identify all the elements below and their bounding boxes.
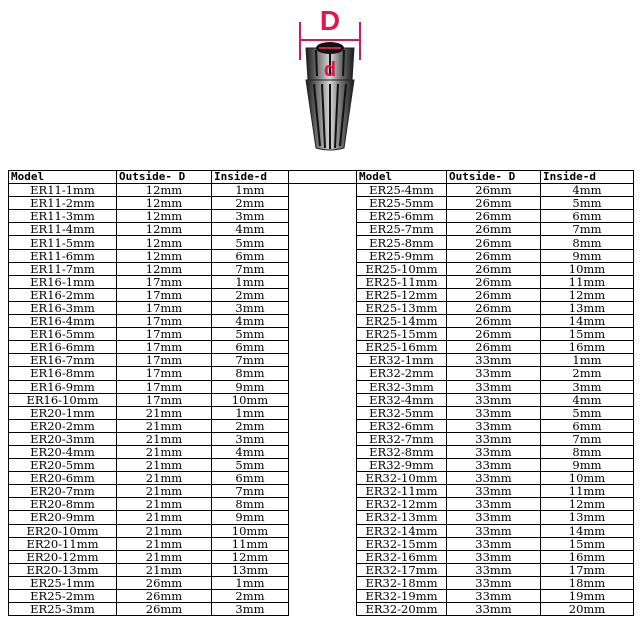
model-cell: ER25-3mm: [9, 603, 117, 616]
outside-d-cell: 21mm: [117, 537, 212, 550]
inside-d-cell: 8mm: [212, 367, 289, 380]
outside-d-cell: 33mm: [447, 524, 541, 537]
inside-d-cell: 9mm: [541, 459, 634, 472]
table-row: [9, 210, 634, 223]
outside-d-cell: 33mm: [447, 563, 541, 576]
model-cell: ER25-9mm: [357, 249, 447, 262]
inside-d-cell: 3mm: [212, 210, 289, 223]
table-row: [9, 262, 634, 275]
model-cell: ER32-3mm: [357, 380, 447, 393]
table-row: [9, 223, 634, 236]
outside-d-cell: 33mm: [447, 537, 541, 550]
inside-d-cell: 15mm: [541, 537, 634, 550]
model-cell: ER25-5mm: [357, 197, 447, 210]
outside-d-cell: 26mm: [447, 249, 541, 262]
model-cell: ER25-16mm: [357, 341, 447, 354]
inside-d-cell: 3mm: [212, 301, 289, 314]
inside-d-cell: 6mm: [212, 249, 289, 262]
outside-d-cell: 17mm: [117, 380, 212, 393]
column-gap: [289, 367, 357, 380]
column-gap: [289, 275, 357, 288]
table-row: [9, 367, 634, 380]
outside-d-cell: 33mm: [447, 550, 541, 563]
model-cell: ER20-8mm: [9, 498, 117, 511]
outside-d-cell: 21mm: [117, 459, 212, 472]
table-row: [9, 419, 634, 432]
model-cell: ER25-15mm: [357, 328, 447, 341]
inside-d-cell: 17mm: [541, 563, 634, 576]
model-cell: ER20-13mm: [9, 563, 117, 576]
outside-d-cell: 33mm: [447, 380, 541, 393]
inside-d-cell: 10mm: [541, 262, 634, 275]
table-row: [9, 354, 634, 367]
inside-d-cell: 1mm: [212, 576, 289, 589]
column-gap: [289, 511, 357, 524]
outside-d-cell: 21mm: [117, 406, 212, 419]
outside-d-cell: 26mm: [447, 223, 541, 236]
outside-d-cell: 17mm: [117, 301, 212, 314]
header-inside-d: Inside-d: [541, 171, 634, 184]
outside-d-cell: 33mm: [447, 393, 541, 406]
table-row: [9, 498, 634, 511]
model-cell: ER20-9mm: [9, 511, 117, 524]
outside-d-cell: 12mm: [117, 184, 212, 197]
model-cell: ER32-10mm: [357, 472, 447, 485]
column-gap: [289, 288, 357, 301]
model-cell: ER11-3mm: [9, 210, 117, 223]
column-gap: [289, 328, 357, 341]
table-row: [9, 406, 634, 419]
outside-d-cell: 21mm: [117, 419, 212, 432]
model-cell: ER32-5mm: [357, 406, 447, 419]
model-cell: ER32-9mm: [357, 459, 447, 472]
outside-d-cell: 26mm: [447, 315, 541, 328]
collet-illustration: [290, 0, 370, 160]
inside-d-cell: 12mm: [541, 288, 634, 301]
column-gap: [289, 406, 357, 419]
inside-d-cell: 12mm: [212, 550, 289, 563]
table-row: [9, 550, 634, 563]
model-cell: ER25-10mm: [357, 262, 447, 275]
model-cell: ER20-3mm: [9, 432, 117, 445]
table-row: [9, 393, 634, 406]
table-row: [9, 563, 634, 576]
outside-d-cell: 26mm: [447, 236, 541, 249]
inside-d-cell: 7mm: [541, 223, 634, 236]
model-cell: ER16-7mm: [9, 354, 117, 367]
column-gap: [289, 524, 357, 537]
table-row: [9, 249, 634, 262]
outside-d-cell: 21mm: [117, 524, 212, 537]
header-model: Model: [9, 171, 117, 184]
column-gap: [289, 184, 357, 197]
model-cell: ER25-14mm: [357, 315, 447, 328]
model-cell: ER32-6mm: [357, 419, 447, 432]
inside-d-cell: 8mm: [541, 445, 634, 458]
table-row: [9, 341, 634, 354]
outside-d-cell: 21mm: [117, 445, 212, 458]
outside-d-cell: 33mm: [447, 367, 541, 380]
outside-d-cell: 17mm: [117, 393, 212, 406]
inside-d-cell: 4mm: [212, 223, 289, 236]
column-gap: [289, 197, 357, 210]
inside-d-cell: 7mm: [212, 485, 289, 498]
outside-d-cell: 12mm: [117, 236, 212, 249]
table-row: [9, 197, 634, 210]
column-gap: [289, 472, 357, 485]
outside-d-cell: 17mm: [117, 367, 212, 380]
inside-d-cell: 8mm: [541, 236, 634, 249]
outside-d-cell: 33mm: [447, 459, 541, 472]
model-cell: ER20-6mm: [9, 472, 117, 485]
outside-d-cell: 33mm: [447, 511, 541, 524]
outside-d-cell: 12mm: [117, 249, 212, 262]
model-cell: ER20-1mm: [9, 406, 117, 419]
inside-d-cell: 9mm: [212, 511, 289, 524]
outside-d-cell: 21mm: [117, 498, 212, 511]
column-gap: [289, 419, 357, 432]
column-gap: [289, 210, 357, 223]
outside-d-cell: 21mm: [117, 563, 212, 576]
model-cell: ER32-17mm: [357, 563, 447, 576]
inside-d-cell: 13mm: [541, 511, 634, 524]
inside-d-cell: 1mm: [212, 184, 289, 197]
column-gap: [289, 223, 357, 236]
inside-d-cell: 11mm: [541, 485, 634, 498]
outside-d-cell: 26mm: [117, 576, 212, 589]
inside-d-cell: 4mm: [541, 393, 634, 406]
outside-d-cell: 12mm: [117, 223, 212, 236]
inside-d-cell: 10mm: [212, 393, 289, 406]
outside-d-cell: 33mm: [447, 354, 541, 367]
model-cell: ER25-13mm: [357, 301, 447, 314]
inside-d-cell: 2mm: [541, 367, 634, 380]
outside-d-cell: 33mm: [447, 445, 541, 458]
outside-d-cell: 33mm: [447, 472, 541, 485]
column-gap: [289, 576, 357, 589]
model-cell: ER20-4mm: [9, 445, 117, 458]
model-cell: ER16-2mm: [9, 288, 117, 301]
model-cell: ER11-6mm: [9, 249, 117, 262]
model-cell: ER16-8mm: [9, 367, 117, 380]
outside-d-cell: 26mm: [447, 341, 541, 354]
inside-d-cell: 5mm: [541, 197, 634, 210]
model-cell: ER32-7mm: [357, 432, 447, 445]
outside-d-cell: 33mm: [447, 590, 541, 603]
table-row: [9, 328, 634, 341]
outside-d-cell: 26mm: [447, 288, 541, 301]
collet-diagram: [290, 0, 370, 160]
table-row: [9, 184, 634, 197]
outside-d-cell: 26mm: [447, 301, 541, 314]
model-cell: ER16-3mm: [9, 301, 117, 314]
table-header-row: [9, 171, 634, 184]
outside-d-cell: 17mm: [117, 354, 212, 367]
model-cell: ER25-6mm: [357, 210, 447, 223]
inside-d-cell: 18mm: [541, 576, 634, 589]
column-gap: [289, 485, 357, 498]
inside-d-cell: 3mm: [541, 380, 634, 393]
model-cell: ER16-1mm: [9, 275, 117, 288]
model-cell: ER16-10mm: [9, 393, 117, 406]
inside-d-cell: 5mm: [212, 236, 289, 249]
inside-d-cell: 19mm: [541, 590, 634, 603]
inside-d-cell: 13mm: [212, 563, 289, 576]
outside-d-cell: 21mm: [117, 485, 212, 498]
model-cell: ER11-1mm: [9, 184, 117, 197]
header-outside-d: Outside- D: [447, 171, 541, 184]
model-cell: ER32-12mm: [357, 498, 447, 511]
inside-d-cell: 14mm: [541, 315, 634, 328]
outside-d-cell: 12mm: [117, 210, 212, 223]
model-cell: ER32-20mm: [357, 603, 447, 616]
table-body: [9, 184, 634, 616]
outside-d-cell: 17mm: [117, 315, 212, 328]
column-gap: [289, 236, 357, 249]
outside-d-cell: 33mm: [447, 406, 541, 419]
table-row: [9, 603, 634, 616]
column-gap: [289, 249, 357, 262]
model-cell: ER25-11mm: [357, 275, 447, 288]
inside-d-cell: 15mm: [541, 328, 634, 341]
inside-diameter-label: d: [323, 59, 337, 81]
model-cell: ER25-7mm: [357, 223, 447, 236]
inside-d-cell: 5mm: [541, 406, 634, 419]
inside-d-cell: 1mm: [212, 275, 289, 288]
inside-d-cell: 1mm: [212, 406, 289, 419]
table-row: [9, 537, 634, 550]
inside-d-cell: 3mm: [212, 432, 289, 445]
column-gap: [289, 380, 357, 393]
column-gap: [289, 315, 357, 328]
model-cell: ER11-2mm: [9, 197, 117, 210]
outside-d-cell: 26mm: [447, 184, 541, 197]
outside-d-cell: 21mm: [117, 511, 212, 524]
inside-d-cell: 10mm: [212, 524, 289, 537]
inside-d-cell: 16mm: [541, 341, 634, 354]
inside-d-cell: 4mm: [212, 315, 289, 328]
model-cell: ER20-12mm: [9, 550, 117, 563]
inside-d-cell: 5mm: [212, 459, 289, 472]
outside-d-cell: 26mm: [447, 197, 541, 210]
table-row: [9, 288, 634, 301]
inside-d-cell: 12mm: [541, 498, 634, 511]
table-row: [9, 432, 634, 445]
outside-d-cell: 26mm: [447, 210, 541, 223]
table-row: [9, 315, 634, 328]
inside-d-cell: 10mm: [541, 472, 634, 485]
inside-d-cell: 6mm: [212, 341, 289, 354]
outside-d-cell: 33mm: [447, 603, 541, 616]
inside-d-cell: 6mm: [541, 210, 634, 223]
inside-d-cell: 13mm: [541, 301, 634, 314]
outside-d-cell: 33mm: [447, 576, 541, 589]
inside-d-cell: 9mm: [212, 380, 289, 393]
inside-d-cell: 2mm: [212, 590, 289, 603]
model-cell: ER32-11mm: [357, 485, 447, 498]
outside-d-cell: 12mm: [117, 262, 212, 275]
outside-d-cell: 12mm: [117, 197, 212, 210]
model-cell: ER20-5mm: [9, 459, 117, 472]
inside-d-cell: 20mm: [541, 603, 634, 616]
model-cell: ER25-2mm: [9, 590, 117, 603]
column-gap: [289, 301, 357, 314]
outside-d-cell: 33mm: [447, 485, 541, 498]
inside-d-cell: 3mm: [212, 603, 289, 616]
model-cell: ER32-13mm: [357, 511, 447, 524]
model-cell: ER16-9mm: [9, 380, 117, 393]
inside-d-cell: 4mm: [541, 184, 634, 197]
model-cell: ER25-1mm: [9, 576, 117, 589]
inside-d-cell: 7mm: [212, 354, 289, 367]
model-cell: ER16-6mm: [9, 341, 117, 354]
model-cell: ER20-7mm: [9, 485, 117, 498]
inside-d-cell: 14mm: [541, 524, 634, 537]
model-cell: ER32-14mm: [357, 524, 447, 537]
table-row: [9, 275, 634, 288]
outside-d-cell: 33mm: [447, 498, 541, 511]
table-row: [9, 445, 634, 458]
table-row: [9, 511, 634, 524]
table-row: [9, 301, 634, 314]
inside-d-cell: 7mm: [212, 262, 289, 275]
outside-d-cell: 17mm: [117, 275, 212, 288]
column-gap: [289, 603, 357, 616]
model-cell: ER32-18mm: [357, 576, 447, 589]
inside-d-cell: 2mm: [212, 288, 289, 301]
inside-d-cell: 7mm: [541, 432, 634, 445]
inside-d-cell: 6mm: [541, 419, 634, 432]
table-row: [9, 236, 634, 249]
collet-spec-table: [8, 170, 634, 616]
outside-d-cell: 33mm: [447, 432, 541, 445]
column-gap: [289, 590, 357, 603]
model-cell: ER16-4mm: [9, 315, 117, 328]
model-cell: ER32-1mm: [357, 354, 447, 367]
column-gap: [289, 393, 357, 406]
model-cell: ER16-5mm: [9, 328, 117, 341]
table-row: [9, 459, 634, 472]
outside-d-cell: 26mm: [447, 275, 541, 288]
model-cell: ER11-7mm: [9, 262, 117, 275]
inside-d-cell: 5mm: [212, 328, 289, 341]
outside-d-cell: 17mm: [117, 288, 212, 301]
column-gap: [289, 354, 357, 367]
column-gap: [289, 445, 357, 458]
table-row: [9, 590, 634, 603]
outside-d-cell: 26mm: [117, 603, 212, 616]
inside-d-cell: 2mm: [212, 419, 289, 432]
header-model: Model: [357, 171, 447, 184]
model-cell: ER32-2mm: [357, 367, 447, 380]
model-cell: ER20-11mm: [9, 537, 117, 550]
inside-d-cell: 16mm: [541, 550, 634, 563]
model-cell: ER25-8mm: [357, 236, 447, 249]
column-gap: [289, 459, 357, 472]
inside-d-cell: 9mm: [541, 249, 634, 262]
inside-d-cell: 11mm: [541, 275, 634, 288]
outside-d-cell: 26mm: [447, 262, 541, 275]
model-cell: ER32-15mm: [357, 537, 447, 550]
outside-d-cell: 33mm: [447, 419, 541, 432]
outside-d-cell: 26mm: [117, 590, 212, 603]
model-cell: ER11-5mm: [9, 236, 117, 249]
column-gap: [289, 563, 357, 576]
inside-d-cell: 4mm: [212, 445, 289, 458]
outside-d-cell: 21mm: [117, 432, 212, 445]
inside-d-cell: 8mm: [212, 498, 289, 511]
model-cell: ER25-4mm: [357, 184, 447, 197]
model-cell: ER32-19mm: [357, 590, 447, 603]
outside-d-cell: 26mm: [447, 328, 541, 341]
outside-d-cell: 17mm: [117, 341, 212, 354]
model-cell: ER11-4mm: [9, 223, 117, 236]
outside-d-cell: 21mm: [117, 472, 212, 485]
column-gap: [289, 498, 357, 511]
inside-d-cell: 11mm: [212, 537, 289, 550]
table-row: [9, 380, 634, 393]
column-gap: [289, 341, 357, 354]
column-gap: [289, 537, 357, 550]
model-cell: ER25-12mm: [357, 288, 447, 301]
column-gap: [289, 432, 357, 445]
model-cell: ER32-8mm: [357, 445, 447, 458]
inside-d-cell: 2mm: [212, 197, 289, 210]
header-inside-d: Inside-d: [212, 171, 289, 184]
column-gap: [289, 171, 357, 184]
model-cell: ER20-10mm: [9, 524, 117, 537]
inside-d-cell: 1mm: [541, 354, 634, 367]
inside-d-cell: 6mm: [212, 472, 289, 485]
outside-d-cell: 21mm: [117, 550, 212, 563]
table-row: [9, 576, 634, 589]
outside-d-cell: 17mm: [117, 328, 212, 341]
table-row: [9, 485, 634, 498]
table-row: [9, 472, 634, 485]
column-gap: [289, 262, 357, 275]
model-cell: ER32-4mm: [357, 393, 447, 406]
table-row: [9, 524, 634, 537]
header-outside-d: Outside- D: [117, 171, 212, 184]
model-cell: ER20-2mm: [9, 419, 117, 432]
column-gap: [289, 550, 357, 563]
outside-diameter-label: D: [319, 5, 341, 36]
model-cell: ER32-16mm: [357, 550, 447, 563]
